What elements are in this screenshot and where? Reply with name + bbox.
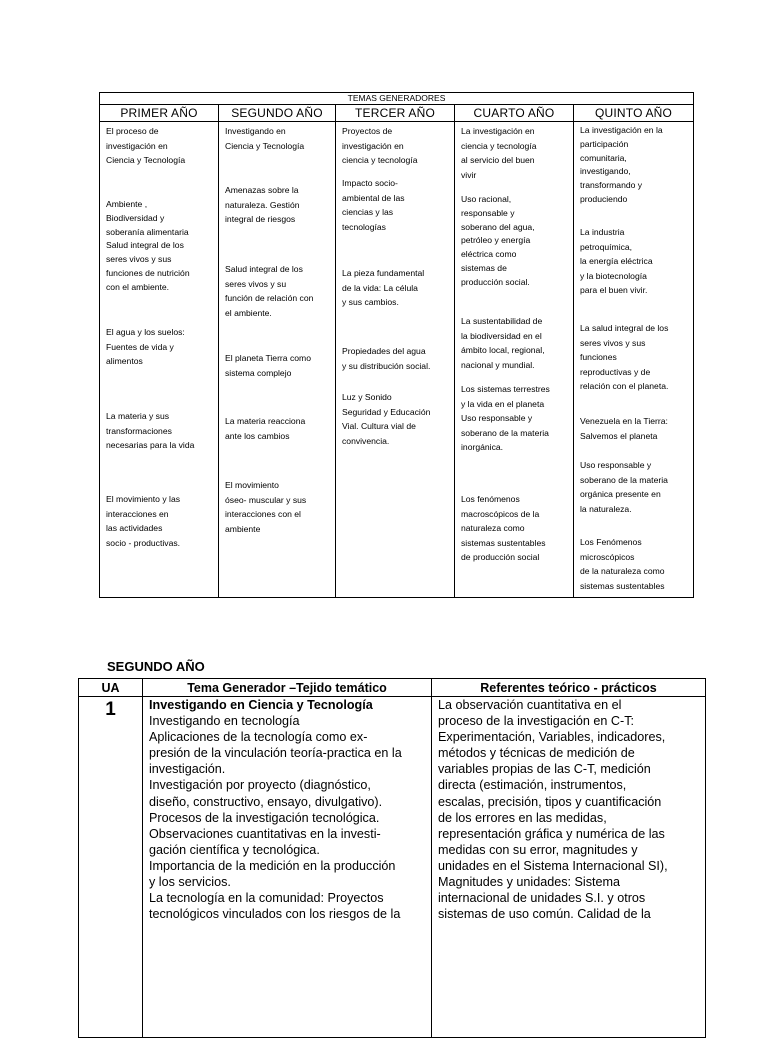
tema-line: de la naturaleza como [580,566,665,577]
tema-line: tecnologías [342,221,386,232]
tema-block [580,458,689,516]
tema-line: petróleo y energía [461,235,531,246]
table-caption: TEMAS GENERADORES [100,93,694,105]
ua-number: 1 [79,697,143,1038]
tema-line: transformando y [580,180,643,191]
referente-line: variables propias de las C-T, medición [438,762,651,777]
tema-line: soberanía alimentaria [106,226,189,237]
tema-block [106,198,214,295]
tema-line: El planeta Tierra como [225,353,311,363]
tema-line: de la vida: La célula [342,282,418,293]
tema-line: función de relación con [225,293,314,304]
tema-line: Salud integral de los [106,240,184,251]
tema-block [106,325,214,369]
tema-line: Investigando en tecnología [149,714,300,729]
tema-block [461,193,569,290]
tema-line: macroscópicos de la [461,508,540,519]
tema-line: orgánica presente en [580,489,661,500]
tema-block [225,478,331,536]
tema-block [342,266,450,310]
tema-line: la naturaleza. [580,503,632,514]
referente-line: directa (estimación, instrumentos, [438,778,627,793]
year-header: SEGUNDO AÑO [219,105,336,122]
tema-line: convivencia. [342,435,390,446]
tema-line: y su distribución social. [342,360,431,371]
tema-line: las actividades [106,523,163,534]
referente-line: escalas, precisión, tipos y cuantificación [438,794,662,809]
tema-block [342,390,450,448]
tema-line: al servicio del buen [461,155,535,166]
tema-line: El agua y los suelos: [106,327,185,337]
tema-line: La industria [580,227,625,237]
tema-line: La materia reacciona [225,416,306,426]
referente-line: Experimentación, Variables, indicadores, [438,730,666,745]
tema-line: investigación en [342,140,404,151]
tema-line: la biodiversidad en el [461,330,542,341]
tema-line: Los fenómenos [461,494,520,504]
tema-line: Investigando en [225,126,286,136]
tema-cell [143,697,432,1038]
tema-line: Investigación por proyecto (diagnóstico, [149,778,371,793]
year-column-cell [574,122,694,598]
tema-line: para el buen vivir. [580,285,648,296]
tema-line: sistemas sustentables [461,537,546,548]
tema-line: ámbito local, regional, [461,345,545,356]
tema-line: funciones de nutrición [106,267,190,278]
tema-block [580,535,689,593]
tema-line: soberano de la materia [461,427,549,438]
tema-block [461,124,569,182]
tema-line: Fuentes de vida y [106,341,174,352]
tema-line: con el ambiente. [106,281,170,292]
referente-line: métodos y técnicas de medición de [438,746,635,761]
tema-block [580,124,689,207]
tema-block [461,492,569,565]
tema-line: sistema complejo [225,367,292,378]
referente-line: representación gráfica y numérica de las [438,826,665,841]
tema-line: participación [580,138,629,149]
tema-line: Observaciones cuantitativas en la investi- [149,826,381,841]
tema-block [225,414,331,443]
tema-line: Ciencia y Tecnología [106,155,186,166]
tema-line: naturaleza. Gestión [225,199,300,210]
referente-line: La observación cuantitativa en el [438,698,622,712]
tema-line: y sus cambios. [342,297,399,308]
tema-block [342,124,450,168]
tema-block [580,414,689,443]
tema-line: alimentos [106,356,143,367]
tema-line: seres vivos y sus [106,254,172,265]
tema-line: presión de la vinculación teoría-practica en la [149,746,402,761]
tema-line: Importancia de la medición en la producción [149,858,396,873]
tema-line: Los Fenómenos [580,537,642,547]
tema-line: investigando, [580,166,631,177]
tema-line: Los sistemas terrestres [461,384,550,394]
referentes-cell [432,697,706,1038]
year-header: CUARTO AÑO [455,105,574,122]
year-column-cell [455,122,574,598]
tema-block [461,314,569,372]
tema-line: responsable y [461,207,515,218]
tema-block [225,262,331,320]
tema-line: Venezuela en la Tierra: [580,416,668,426]
referente-line: Magnitudes y unidades: Sistema [438,875,621,890]
tema-block [106,409,214,453]
section-title: SEGUNDO AÑO [107,659,205,674]
tema-line: La investigación en [461,126,535,136]
tema-line: La tecnología en la comunidad: Proyectos [149,891,384,906]
tema-line: Ambiente , [106,199,148,209]
tema-block [580,225,689,298]
tema-line: interacciones en [106,508,169,519]
tema-block [225,124,331,153]
tema-line: de producción social [461,552,540,563]
tema-line: gación científica y tecnológica. [149,842,320,857]
tema-block [225,351,331,380]
referente-line: de los errores en las medidas, [438,810,607,825]
tema-line: la energía eléctrica [580,256,653,267]
tema-line: Biodiversidad y [106,212,165,223]
tema-line: ciencias y las [342,207,394,218]
tema-line: Ciencia y Tecnología [225,140,305,151]
tema-block [106,124,214,168]
tema-line: soberano del agua, [461,221,535,232]
tema-line: sistemas sustentables [580,580,665,591]
tema-line: el ambiente. [225,307,272,318]
tema-line: necesarias para la vida [106,440,195,451]
tema-line: tecnológicos vinculados con los riesgos de la [149,907,401,922]
tema-block [106,492,214,550]
table-row [79,697,706,1038]
tema-line: Salvemos el planeta [580,430,658,441]
tema-line: interacciones con el [225,509,301,520]
tema-line: Uso racional, [461,194,512,204]
tema-line: Vial. Cultura vial de [342,421,416,432]
tema-line: ambiental de las [342,192,405,203]
year-column-cell [100,122,219,598]
ua-column-header: UA [79,679,143,697]
year-header: QUINTO AÑO [574,105,694,122]
year-column-cell [336,122,455,598]
tema-line: eléctrica como [461,249,517,260]
tema-line: ciencia y tecnología [461,140,537,151]
tema-line: Uso responsable y [580,460,652,470]
tema-line: Luz y Sonido [342,392,392,402]
tema-line: funciones [580,352,617,363]
tema-line: ciencia y tecnología [342,155,418,166]
tema-line: Proyectos de [342,126,393,136]
tema-line: y la vida en el planeta [461,398,545,409]
tema-line: Impacto socio- [342,178,398,188]
tema-line: integral de riesgos [225,214,296,225]
tema-line: Uso responsable y [461,413,533,424]
temas-generadores-table [99,92,694,598]
tema-block [342,176,450,234]
year-header: PRIMER AÑO [100,105,219,122]
tema-line: La pieza fundamental [342,268,425,278]
tema-line: soberano de la materia [580,474,668,485]
tema-line: investigación en [106,140,168,151]
tema-line: Salud integral de los [225,264,303,274]
tema-line: investigación. [149,762,226,777]
tema-line: y los servicios. [149,875,231,890]
tema-line: transformaciones [106,425,172,436]
referente-line: proceso de la investigación en C-T: [438,714,635,729]
tema-block [580,321,689,394]
tema-line: Aplicaciones de la tecnología como ex- [149,730,368,745]
tema-line: nacional y mundial. [461,359,535,370]
tema-line: El proceso de [106,126,159,136]
tema-block [225,183,331,227]
year-column-cell [219,122,336,598]
tema-title: Investigando en Ciencia y Tecnología [149,698,373,712]
tema-line: diseño, constructivo, ensayo, divulgativo). [149,794,383,809]
tema-line: Propiedades del agua [342,346,426,356]
tema-line: relación con el planeta. [580,381,669,392]
tema-line: La sustentabilidad de [461,316,543,326]
tema-line: reproductivas y de [580,366,651,377]
tema-block [342,344,450,373]
tema-line: producción social. [461,276,530,287]
tema-line: socio - productivas. [106,537,181,548]
tema-line: Seguridad y Educación [342,406,431,417]
tema-line: El movimiento y las [106,494,181,504]
referente-line: internacional de unidades S.I. y otros [438,891,646,906]
referente-line: medidas con su error, magnitudes y [438,842,638,857]
tema-line: La materia y sus [106,411,170,421]
tema-line: El movimiento [225,480,279,490]
tema-line: ambiente [225,523,261,534]
tema-line: Amenazas sobre la [225,185,299,195]
tema-line: óseo- muscular y sus [225,494,307,505]
tema-line: sistemas de [461,262,507,273]
tema-line: comunitaria, [580,152,627,163]
tema-column-header: Tema Generador –Tejido temático [143,679,432,697]
tema-line: produciendo [580,193,628,204]
tema-line: petroquímica, [580,241,633,252]
tema-line: La salud integral de los [580,323,669,333]
tema-block [461,382,569,455]
referentes-column-header: Referentes teórico - prácticos [432,679,706,697]
ua-table [78,678,706,1038]
tema-line: vivir [461,169,477,180]
tema-line: microscópicos [580,551,635,562]
tema-line: seres vivos y sus [580,337,646,348]
tema-line: seres vivos y su [225,278,287,289]
referente-line: sistemas de uso común. Calidad de la [438,907,651,922]
referente-line: unidades en el Sistema Internacional SI), [438,858,668,873]
tema-line: y la biotecnología [580,270,647,281]
tema-line: La investigación en la [580,125,663,135]
tema-line: ante los cambios [225,430,290,441]
tema-line: Procesos de la investigación tecnológica. [149,810,380,825]
year-header: TERCER AÑO [336,105,455,122]
tema-line: naturaleza como [461,523,525,534]
tema-line: inorgánica. [461,442,504,453]
